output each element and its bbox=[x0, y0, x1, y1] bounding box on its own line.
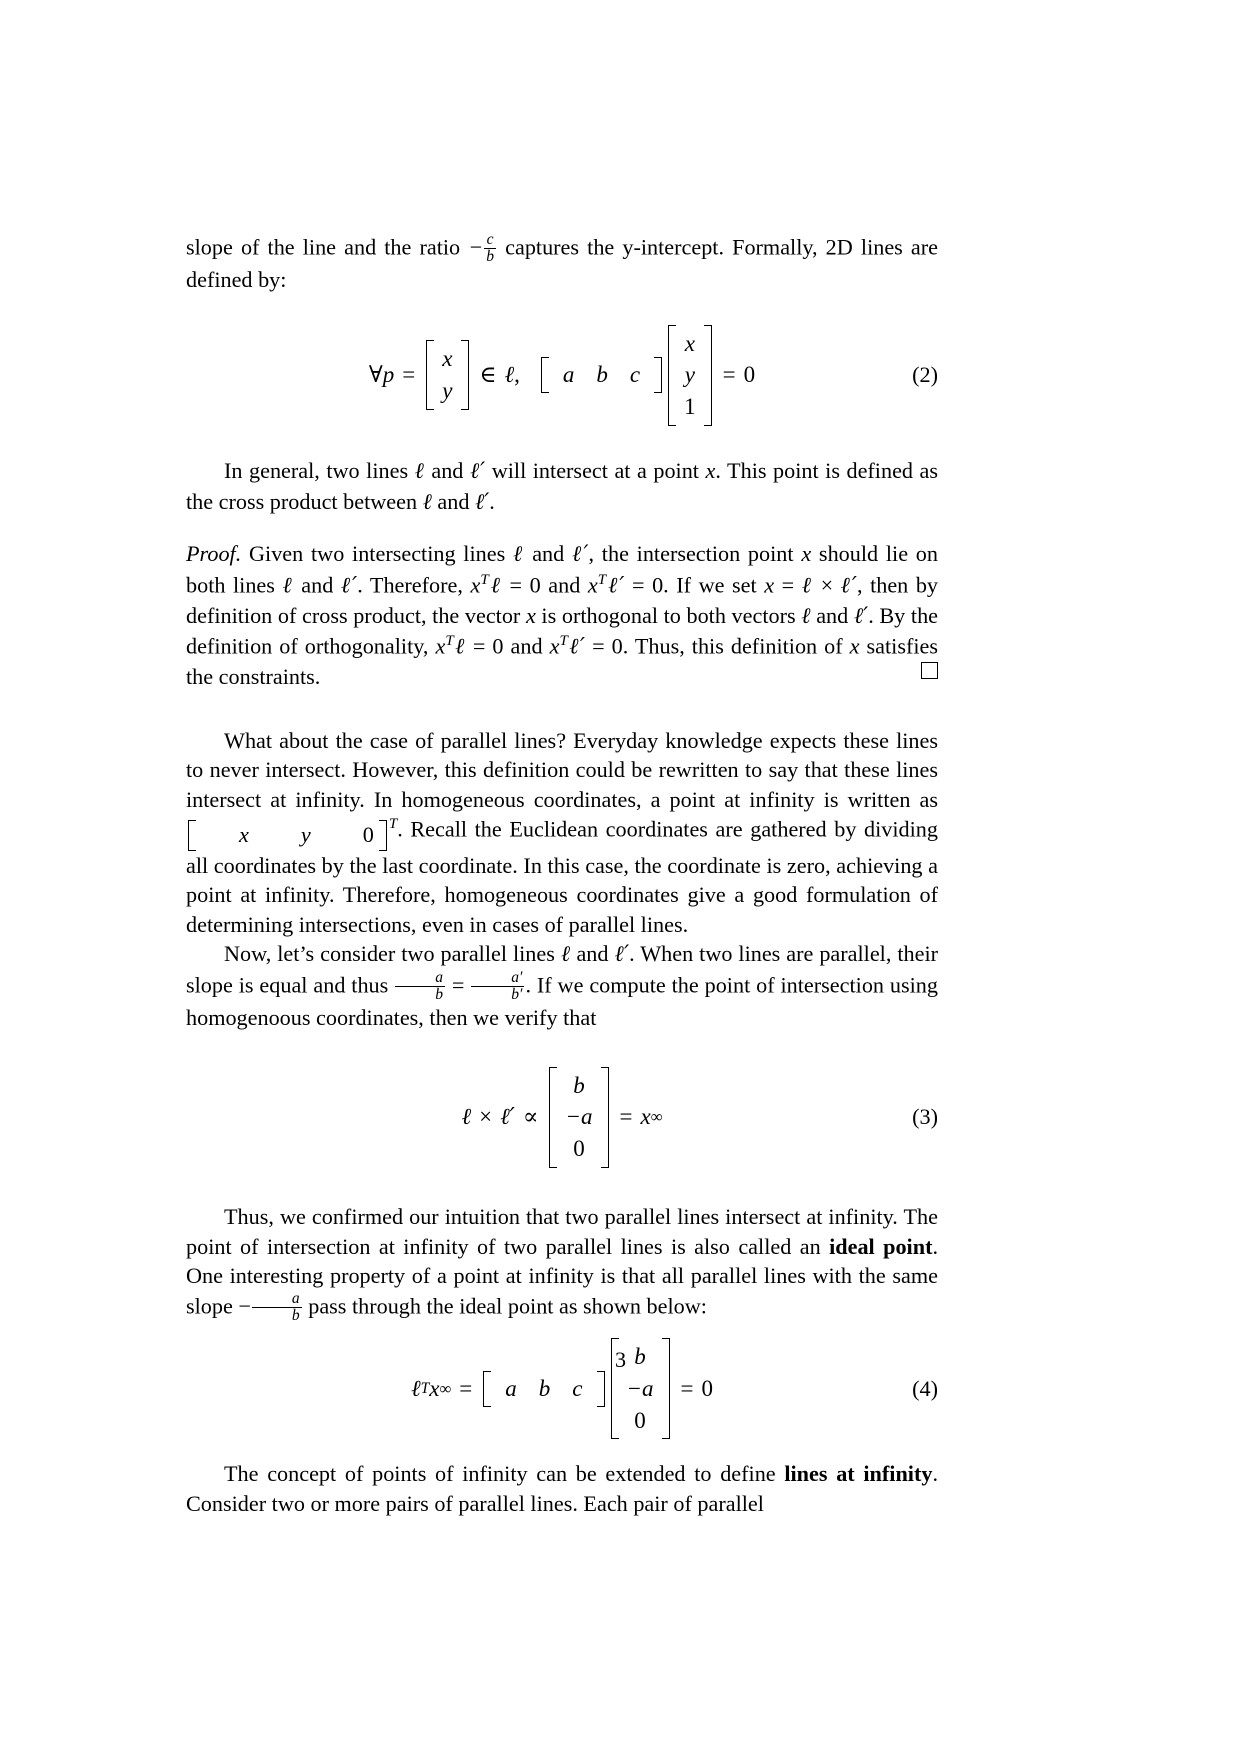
proof-ell-6: ℓ bbox=[453, 633, 466, 660]
eq4-equals-1: = bbox=[459, 1375, 473, 1401]
page-number: 3 bbox=[614, 1347, 627, 1372]
proof-ell-prime-6: ℓ′ bbox=[567, 633, 586, 660]
paragraph-thus-confirmed bbox=[186, 1202, 938, 1324]
equation-2-body bbox=[186, 325, 938, 427]
eq4-infinity-sub: ∞ bbox=[439, 1378, 452, 1398]
fraction-a-over-b-2 bbox=[252, 1291, 302, 1324]
fraction-numerator: c bbox=[486, 231, 494, 248]
equation-3-row bbox=[186, 1067, 938, 1169]
qed-position bbox=[921, 662, 938, 684]
equation-2-row bbox=[186, 325, 938, 427]
text-proof-5: and bbox=[293, 572, 341, 598]
text-p6-1: Thus, we confirmed our intuition that two parallel lines intersect at infinity. The point of intersection at infinity of two parallel lines is also called an bbox=[186, 1204, 938, 1259]
proof-ell-prime-4: ℓ′ bbox=[840, 572, 857, 599]
text-proof-13: and bbox=[810, 602, 854, 628]
eq2-equals-1: = bbox=[402, 362, 416, 388]
eq2-vec2-y: y bbox=[684, 362, 695, 388]
bold-ideal-point: ideal point bbox=[829, 1233, 933, 1259]
eq3-rhs-infinity-sub: ∞ bbox=[650, 1107, 663, 1127]
paragraph-parallel-lines bbox=[186, 726, 938, 940]
paragraph-slope-intro bbox=[186, 232, 938, 295]
ingeneral-x: x bbox=[705, 458, 716, 484]
proof-xT-3: x bbox=[435, 633, 446, 659]
eq4-vec-zero: 0 bbox=[634, 1407, 646, 1433]
text-proof-9: = bbox=[774, 572, 802, 598]
inline-vec-x: x bbox=[239, 822, 249, 848]
fraction-a-over-b bbox=[395, 970, 445, 1003]
inline-vec-y: y bbox=[300, 822, 311, 848]
text-p7-1: The concept of points of infinity can be extended to define bbox=[224, 1461, 785, 1487]
text-ingeneral-4: . This point is defined as the cross product between bbox=[186, 458, 939, 514]
eq2-rhs-zero: 0 bbox=[743, 362, 756, 388]
eq2-rowvec-c: c bbox=[629, 362, 641, 388]
eq4-row-vector-abc bbox=[483, 1371, 604, 1407]
text-proof-16: = 0. Thus, this definition of bbox=[585, 633, 850, 659]
eq2-vec2-one: 1 bbox=[684, 394, 696, 420]
fraction-c-over-b bbox=[484, 232, 496, 265]
eq3-ell: ℓ bbox=[461, 1104, 472, 1131]
text-ingeneral-5: and bbox=[431, 488, 475, 514]
eq4-rhs-zero: 0 bbox=[701, 1375, 714, 1401]
inline-row-vector-xy0 bbox=[188, 820, 387, 851]
page-content bbox=[186, 232, 938, 1518]
text-proof-11: , then by definition of cross product, the vector bbox=[186, 572, 939, 628]
proof-ell-prime-3: ℓ′ bbox=[606, 572, 625, 599]
proof-ell-1: ℓ bbox=[512, 541, 525, 568]
proof-label: Proof. bbox=[186, 541, 242, 567]
text-ingeneral-1: In general, two lines bbox=[224, 458, 415, 484]
frac-ab-num: a bbox=[435, 968, 443, 986]
text-ingeneral-2: and bbox=[424, 458, 470, 484]
eq4-x: x bbox=[429, 1375, 440, 1401]
text-proof-1: Given two intersecting lines bbox=[241, 541, 513, 567]
proof-sup-T-1: T bbox=[480, 571, 489, 588]
eq2-column-vector-xy bbox=[426, 340, 468, 410]
eq3-times: × bbox=[479, 1104, 493, 1130]
equation-3-body bbox=[186, 1067, 938, 1169]
text-proof-10: × bbox=[813, 572, 841, 598]
proof-x-3: x bbox=[525, 602, 536, 628]
minus-sign: − bbox=[468, 234, 484, 260]
eq4-equals-2: = bbox=[680, 1375, 694, 1401]
eq2-vec1-y: y bbox=[442, 378, 453, 404]
eq2-ell: ℓ bbox=[504, 362, 515, 389]
proof-xT-1: x bbox=[470, 572, 481, 598]
text-proof-12: is orthogonal to both vectors bbox=[535, 602, 802, 628]
eq3-propto: ∝ bbox=[522, 1104, 539, 1130]
eq3-column-vector bbox=[549, 1067, 608, 1169]
text-p4-1: What about the case of parallel lines? Everyday knowledge expects these lines to never intersect. However, this definition could be rewritten to say that these lines intersect at infinity. In homogeneous coordinates, a point at infinity is written as bbox=[186, 727, 938, 812]
eq2-element-of: ∈ bbox=[479, 362, 497, 388]
eq2-rowvec-b: b bbox=[596, 362, 608, 388]
text-p5-3: . When two lines are parallel, their slope is equal and thus bbox=[186, 941, 938, 998]
paragraph-now-consider bbox=[186, 939, 938, 1032]
equation-2-tag: (2) bbox=[912, 362, 938, 388]
eq3-rhs-x: x bbox=[640, 1104, 651, 1130]
eq2-vec1-x: x bbox=[442, 346, 453, 372]
eq3-equals: = bbox=[619, 1104, 633, 1130]
frac2-den: b bbox=[252, 1307, 302, 1324]
eq4-ell: ℓ bbox=[410, 1375, 421, 1402]
text-proof-4: should lie on both lines bbox=[186, 541, 938, 598]
frac-apbp-num: a′ bbox=[511, 968, 523, 986]
text-p5-1: Now, let’s consider two parallel lines bbox=[224, 941, 561, 967]
proof-ell-prime-5: ℓ′ bbox=[853, 602, 869, 629]
proof-x-1: x bbox=[801, 541, 812, 567]
proof-ell-5: ℓ bbox=[801, 602, 811, 629]
inline-vec-sup-T: T bbox=[388, 816, 398, 833]
ingeneral-ell-prime-2: ℓ′ bbox=[474, 488, 490, 515]
text-p5-5: . If we compute the point of intersection using homogenoous coordinates, then we verify that bbox=[186, 972, 938, 1030]
fraction-denominator: b bbox=[486, 248, 495, 265]
text-p6-3: pass through the ideal point as shown below: bbox=[302, 1293, 707, 1319]
proof-x-4: x bbox=[849, 633, 860, 659]
frac-apbp-den: b′ bbox=[471, 986, 524, 1003]
paragraph-lines-at-infinity bbox=[186, 1459, 938, 1518]
eq4-sup-T: T bbox=[420, 1379, 430, 1397]
proof-ell-prime-2: ℓ′ bbox=[340, 572, 358, 599]
text-p5-4: = bbox=[445, 972, 471, 998]
eq2-row-vector-abc bbox=[541, 357, 662, 393]
fraction-aprime-over-bprime bbox=[471, 970, 524, 1003]
eq3-vec-minus-a: −a bbox=[565, 1104, 593, 1130]
eq2-forall-p: ∀p bbox=[368, 362, 395, 388]
ingeneral-ell-2: ℓ bbox=[422, 488, 432, 515]
frac2-num: a bbox=[291, 1289, 300, 1307]
text-slope-b: captures the y-intercept. Formally, 2D lines are defined by: bbox=[186, 234, 939, 292]
inline-vec-zero: 0 bbox=[362, 822, 374, 848]
proof-xT-2: x bbox=[587, 572, 598, 598]
equation-3-tag: (3) bbox=[912, 1104, 938, 1130]
equation-4-tag: (4) bbox=[912, 1375, 938, 1401]
proof-ell-4: ℓ bbox=[801, 572, 814, 599]
text-p7-2: . Consider two or more pairs of parallel lines. Each pair of parallel bbox=[186, 1461, 938, 1516]
proof-sup-T-4: T bbox=[559, 633, 568, 650]
eq3-ell-prime: ℓ′ bbox=[500, 1104, 515, 1131]
eq4-vec-b: b bbox=[634, 1343, 646, 1369]
paragraph-proof bbox=[186, 539, 938, 691]
eq2-column-vector-xy1 bbox=[668, 325, 712, 427]
eq4-rowvec-c: c bbox=[572, 1375, 583, 1401]
text-proof-17: satisfies the constraints. bbox=[186, 633, 938, 690]
p5-ell-1: ℓ bbox=[560, 941, 571, 968]
eq2-equals-2: = bbox=[722, 362, 736, 388]
text-proof-15: = 0 and bbox=[465, 633, 550, 659]
text-proof-14: . By the definition of orthogonality, bbox=[186, 602, 939, 659]
eq2-vec2-x: x bbox=[684, 330, 695, 356]
eq3-vec-zero: 0 bbox=[573, 1136, 585, 1162]
ingeneral-ell-prime-1: ℓ′ bbox=[469, 458, 486, 485]
p5-ell-prime-1: ℓ′ bbox=[614, 941, 630, 968]
qed-box-icon bbox=[921, 662, 938, 679]
text-p4-2: . Recall the Euclidean coordinates are gathered by dividing all coordinates by the last coordinate. In this case, the coordinate is zero, achieving a point at infinity. Therefore, homogeneous coordinates give a good formulation of determining intersections, even in cases of parallel lines. bbox=[186, 816, 938, 937]
text-proof-3: , the intersection point bbox=[588, 541, 802, 567]
eq2-comma: , bbox=[514, 362, 520, 388]
paragraph-in-general bbox=[186, 456, 938, 517]
text-proof-2: and bbox=[524, 541, 572, 567]
eq4-rowvec-a: a bbox=[505, 1375, 517, 1401]
text-p5-2: and bbox=[570, 941, 615, 967]
proof-sup-T-2: T bbox=[597, 571, 607, 588]
proof-ell-3: ℓ bbox=[488, 572, 502, 599]
text-slope-a: slope of the line and the ratio bbox=[186, 234, 469, 260]
text-ingeneral-6: . bbox=[489, 488, 495, 514]
proof-x-2: x bbox=[764, 572, 775, 598]
proof-ell-prime-1: ℓ′ bbox=[572, 541, 589, 568]
eq4-rowvec-b: b bbox=[538, 1375, 551, 1401]
eq4-vec-minus-a: −a bbox=[626, 1375, 654, 1401]
eq2-rowvec-a: a bbox=[562, 362, 575, 388]
text-proof-6: . Therefore, bbox=[357, 572, 471, 598]
text-proof-8: = 0. If we set bbox=[624, 572, 765, 598]
proof-xT-4: x bbox=[549, 633, 560, 659]
eq3-vec-b: b bbox=[573, 1072, 585, 1098]
bold-lines-at-infinity: lines at infinity bbox=[784, 1461, 933, 1487]
text-p6-2: . One interesting property of a point at infinity is that all parallel lines with the same slope − bbox=[186, 1233, 939, 1319]
ingeneral-ell-1: ℓ bbox=[414, 458, 425, 485]
proof-ell-2: ℓ bbox=[282, 572, 294, 599]
frac-ab-den: b bbox=[395, 986, 445, 1003]
text-proof-7: = 0 and bbox=[502, 572, 588, 598]
text-ingeneral-3: will intersect at a point bbox=[485, 458, 706, 484]
proof-sup-T-3: T bbox=[445, 633, 454, 650]
